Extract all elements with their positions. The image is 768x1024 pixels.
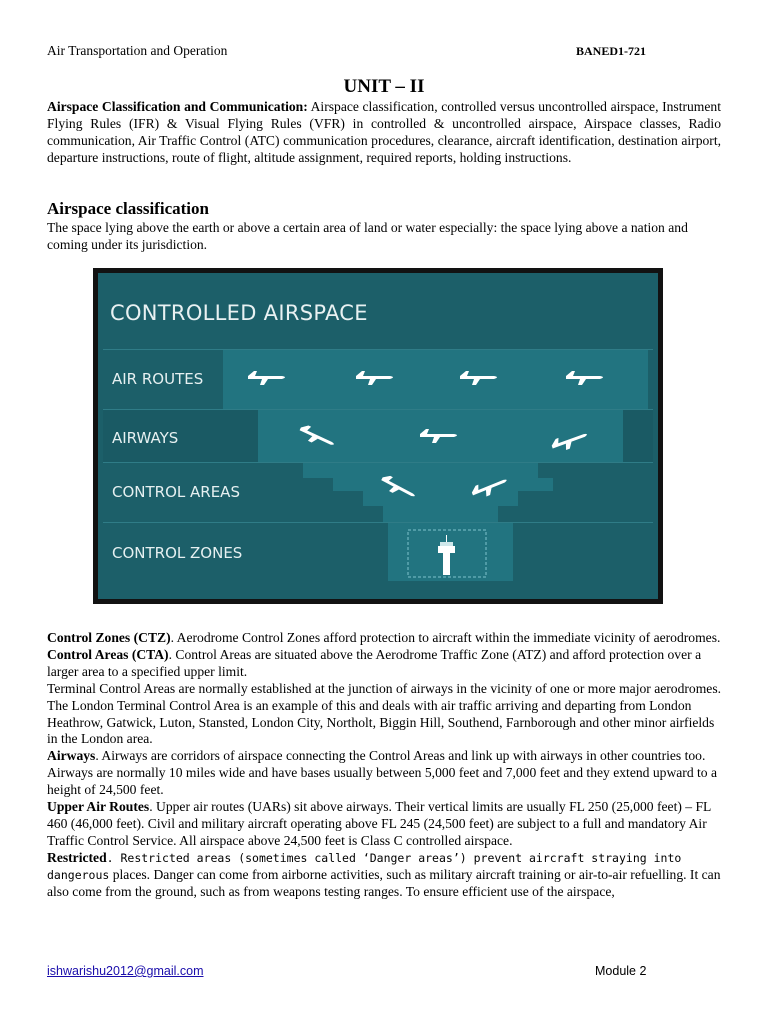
band-separator-2 [103,409,653,410]
ctz-paragraph [47,630,721,647]
restricted-text: places. Danger can come from airborne activities, such as military aircraft training or air-to-air refuelling. It can also come from the ground, such as from weapons testing ranges. To ensure efficient use of the airspace, [47,866,721,899]
intro-paragraph [47,99,721,167]
band-label-control-zones: CONTROL ZONES [112,544,243,562]
controlled-airspace-figure [93,268,663,604]
figure-title: CONTROLLED AIRSPACE [110,301,368,325]
header-code: BANED1-721 [576,44,647,58]
uar-paragraph [47,799,721,850]
definition-paragraph: The space lying above the earth or above a certain area of land or water especially: the space lying above a nation and coming under its jurisdiction. [47,220,688,252]
band-separator-3 [103,462,653,463]
figure-canvas [98,273,658,599]
restricted-paragraph [47,850,721,901]
uar-text: . Upper air routes (UARs) sit above airways. Their vertical limits are usually FL 250 (25,000 feet) – FL 460 (46,000 feet). Civil and military aircraft operating above FL 245 (24,500 feet) are subject to a full and mandatory Air Traffic Control Service. All airspace above 24,500 feet is Class C controlled airspace. [47,799,711,848]
london-paragraph: The London Terminal Control Area is an example of this and deals with air traffic arriving and departing from London Heathrow, Gatwick, Luton, Stansted, London City, Northolt, Biggin Hill, Southend, Farnborough and other minor airfields in the London area. [47,697,715,747]
terminal-paragraph: Terminal Control Areas are normally established at the junction of airways in the vicinity of one or more major aerodromes. [47,680,722,696]
unit-title: UNIT – II [343,76,425,97]
airways-paragraph [47,748,721,799]
restricted-mono: . Restricted areas (sometimes called ‘Danger areas’) prevent aircraft straying into dangerous [47,850,682,882]
band-separator-1 [103,349,653,350]
intro-text: Airspace classification, controlled versus uncontrolled airspace, Instrument Flying Rules (IFR) & Visual Flying Rules (VFR) in controlled & uncontrolled airspace, Airspace classes, Radio communication, Air Traffic Control (ATC) communication procedures, clearance, aircraft identification, destination airport, departure instructions, route of flight, altitude assignment, required reports, holding instructions. [47,99,721,165]
section-heading: Airspace classification [47,199,209,218]
band-label-control-areas: CONTROL AREAS [112,483,240,501]
control-areas-step [303,463,553,522]
footer-email-link[interactable]: ishwarishu2012@gmail.com [47,964,204,978]
cta-lead: Control Areas (CTA) [47,646,169,662]
band-label-air-routes: AIR ROUTES [112,370,204,388]
band-label-airways: AIRWAYS [112,429,179,447]
cta-text: . Control Areas are situated above the Aerodrome Traffic Zone (ATZ) and afford protection over a larger area to a specified upper limit. [47,646,702,679]
body-text [47,630,721,901]
intro-lead: Airspace Classification and Communication: [47,99,308,114]
ctz-lead: Control Zones (CTZ) [47,630,171,645]
ctz-text: . Aerodrome Control Zones afford protection to aircraft within the immediate vicinity of aerodromes. [170,630,721,645]
uar-lead: Upper Air Routes [47,799,150,815]
band-separator-4 [103,522,653,523]
airways-lead: Airways [47,748,96,764]
footer-module: Module 2 [595,964,647,978]
airways-text: . Airways are corridors of airspace connecting the Control Areas and link up with airways in other countries too. Airways are normally 10 miles wide and have bases usually between 5,000 feet and 7,000 feet and they extend upward to a height of 24,500 feet. [47,748,718,798]
restricted-lead: Restricted [47,849,107,865]
header-course: Air Transportation and Operation [47,43,228,58]
cta-paragraph [47,647,721,681]
airways-right-shadow [623,410,653,462]
